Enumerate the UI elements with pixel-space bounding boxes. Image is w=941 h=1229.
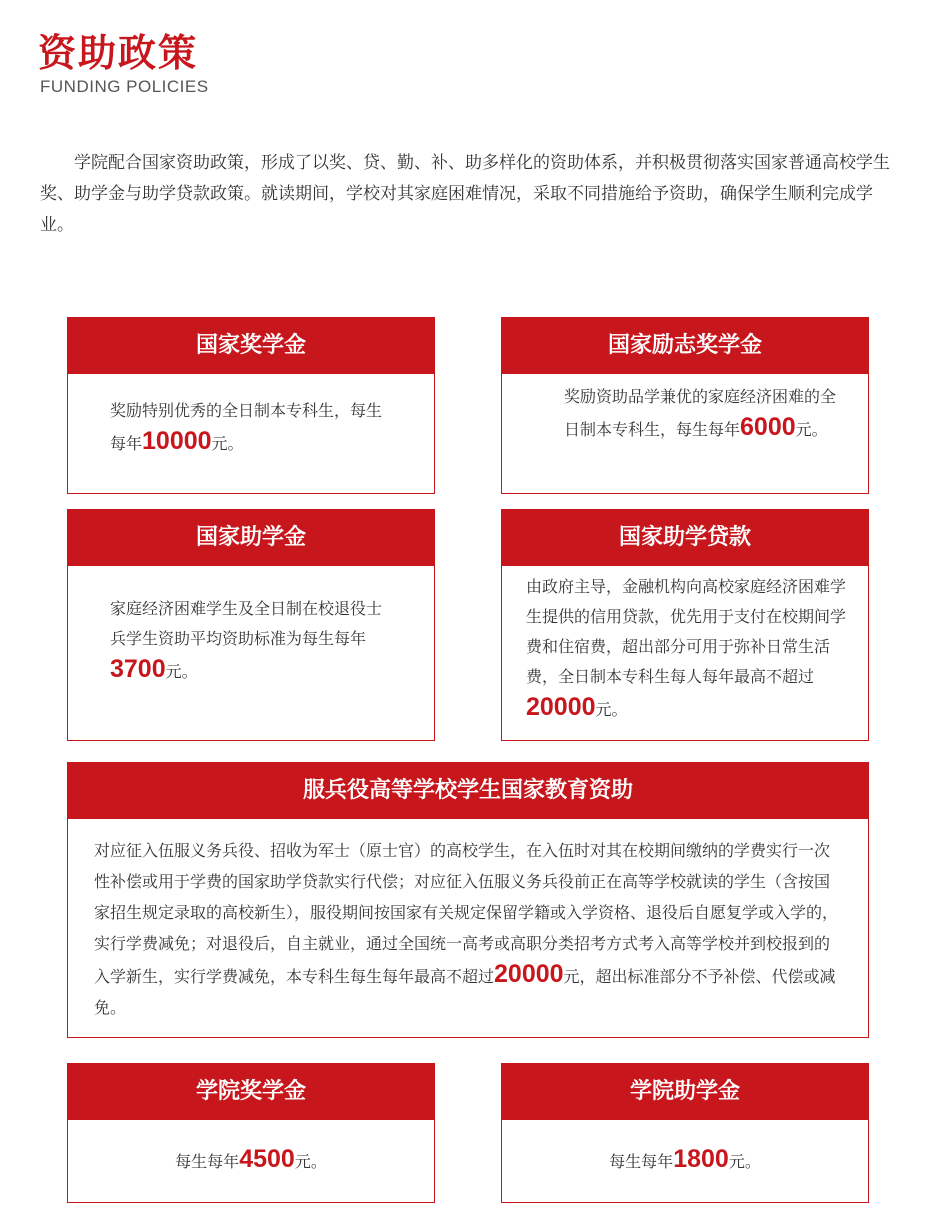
- card-body: [68, 374, 434, 459]
- page-title: 资助政策: [38, 31, 199, 75]
- card-text: 由政府主导，金融机构向高校家庭经济困难学生提供的信用贷款，优先用于支付在校期间学费和住宿费，超出部分可用于弥补日常生活费，全日制本专科生每人每年最高不超过: [526, 577, 847, 686]
- card-title: 国家奖学金: [68, 318, 434, 374]
- card-national-student-loan: [501, 509, 869, 741]
- intro-paragraph: 学院配合国家资助政策，形成了以奖、贷、勤、补、助多样化的资助体系，并积极贯彻落实国家普通高校学生奖、助学金与助学贷款政策。就读期间，学校对其家庭困难情况，采取不同措施给予资助，确保学生顺利完成学业。: [40, 153, 890, 235]
- card-college-grant: [501, 1063, 869, 1203]
- card-unit: 元。: [211, 434, 244, 453]
- card-unit: 元。: [728, 1152, 761, 1171]
- card-title: 国家助学金: [68, 510, 434, 566]
- card-body: [502, 374, 868, 445]
- card-title: 学院奖学金: [68, 1064, 434, 1120]
- card-title: 学院助学金: [502, 1064, 868, 1120]
- card-national-encouragement-scholarship: [501, 317, 869, 494]
- card-military-service-aid: [67, 762, 869, 1038]
- card-amount: 6000: [740, 413, 796, 441]
- card-title: 国家励志奖学金: [502, 318, 868, 374]
- card-unit: 元。: [595, 700, 628, 719]
- card-amount: 20000: [494, 960, 564, 988]
- card-text: 每生每年: [175, 1152, 240, 1171]
- card-amount: 20000: [526, 693, 596, 721]
- card-unit: 元。: [795, 420, 828, 439]
- card-amount: 1800: [673, 1145, 729, 1173]
- card-amount: 3700: [110, 655, 166, 683]
- card-text: 奖励特别优秀的全日制本专科生，每生每年: [110, 401, 383, 453]
- card-text: 家庭经济困难学生及全日制在校退役士兵学生资助平均资助标准为每生每年: [110, 599, 383, 648]
- card-unit: 元。: [294, 1152, 327, 1171]
- card-national-grant: [67, 509, 435, 741]
- card-unit: 元。: [165, 662, 198, 681]
- card-text: 对应征入伍服义务兵役、招收为军士（原士官）的高校学生，在入伍时对其在校期间缴纳的学费实行一次性补偿或用于学费的国家助学贷款实行代偿；对应征入伍服义务兵役前正在高等学校就读的学生（含按国家招生规定录取的高校新生），服役期间按国家有关规定保留学籍或入学资格、退役后自愿复学或入学的，实行学费减免；对退役后，自主就业，通过全国统一高考或高职分类招考方式考入高等学校并到校报到的入学新生，实行学费减免，本专科生每生每年最高不超过: [94, 841, 839, 986]
- card-body: [502, 566, 868, 725]
- card-national-scholarship: [67, 317, 435, 494]
- card-body: [68, 1120, 434, 1177]
- card-amount: 4500: [239, 1145, 295, 1173]
- card-unit: 元，超出标准部分不予补偿、代偿或减免。: [94, 967, 836, 1017]
- card-body: [68, 566, 434, 687]
- card-title: 服兵役高等学校学生国家教育资助: [68, 763, 868, 819]
- card-text: 每生每年: [609, 1152, 674, 1171]
- card-body: [68, 819, 868, 1023]
- card-body: [502, 1120, 868, 1177]
- card-title: 国家助学贷款: [502, 510, 868, 566]
- page-subtitle: FUNDING POLICIES: [40, 77, 209, 96]
- card-text: 奖励资助品学兼优的家庭经济困难的全日制本专科生，每生每年: [564, 387, 837, 439]
- card-college-scholarship: [67, 1063, 435, 1203]
- card-amount: 10000: [142, 427, 212, 455]
